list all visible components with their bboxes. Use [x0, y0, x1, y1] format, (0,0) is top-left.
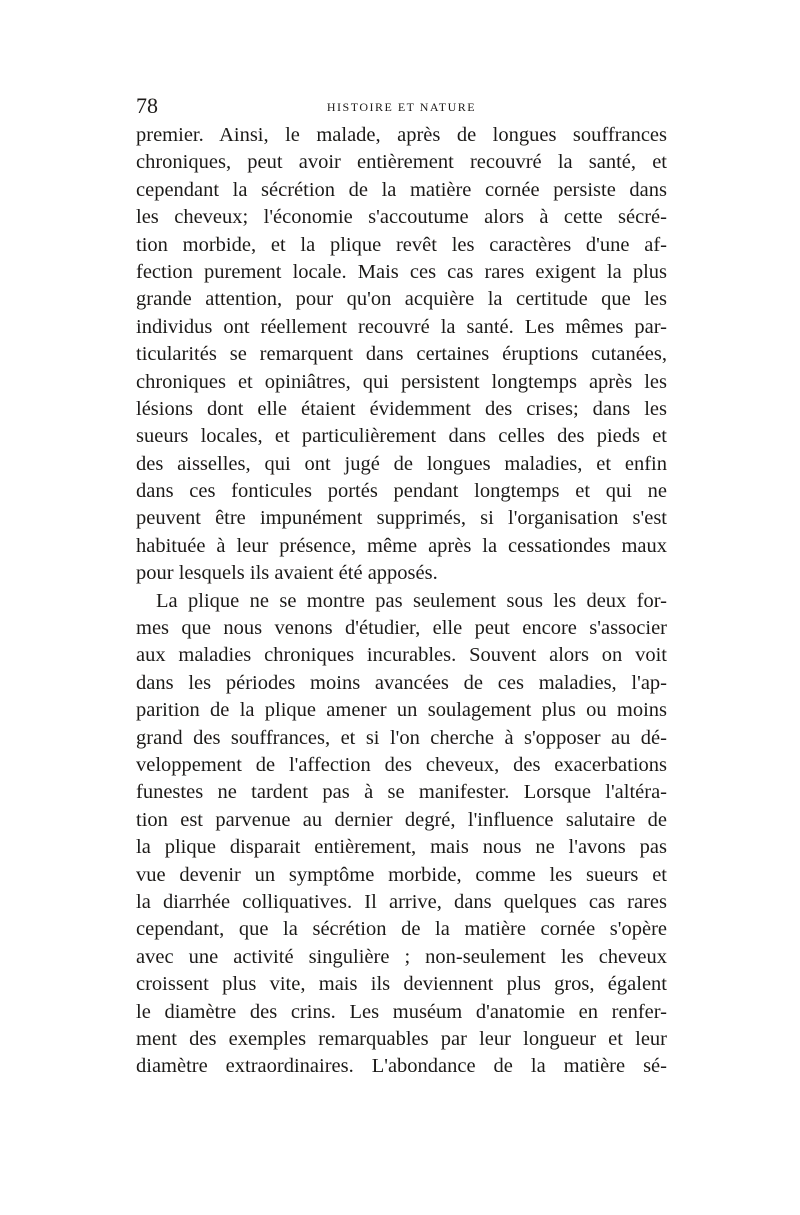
text-line: ticularités se remarquent dans certaines éruptions cutanées, — [136, 343, 667, 366]
text-line: la diarrhée colliquatives. Il arrive, dans quelques cas rares — [136, 890, 667, 913]
text-line: dans ces fonticules portés pendant longtemps et qui ne — [136, 480, 667, 503]
text-line: veloppement de l'affection des cheveux, des exacerbations — [136, 753, 667, 776]
text-line: habituée à leur présence, même après la cessationdes maux — [136, 534, 667, 557]
text-line: cependant, que la sécrétion de la matière cornée s'opère — [136, 918, 667, 941]
text-line: des aisselles, qui ont jugé de longues maladies, et enfin — [136, 452, 667, 475]
text-line: aux maladies chroniques incurables. Souvent alors on voit — [136, 644, 667, 667]
text-line-paragraph-start: La plique ne se montre pas seulement sous les deux for- — [156, 589, 667, 612]
text-line: lésions dont elle étaient évidemment des crises; dans les — [136, 397, 667, 420]
text-line: funestes ne tardent pas à se manifester. Lorsque l'altéra- — [136, 781, 667, 804]
text-line: chroniques et opiniâtres, qui persistent longtemps après les — [136, 370, 667, 393]
text-line: peuvent être impunément supprimés, si l'organisation s'est — [136, 507, 667, 530]
page-number: 78 — [136, 93, 158, 118]
text-line: vue devenir un symptôme morbide, comme les sueurs et — [136, 863, 667, 886]
text-line: diamètre extraordinaires. L'abondance de la matière sé- — [136, 1055, 667, 1078]
text-line: tion morbide, et la plique revêt les caractères d'une af- — [136, 233, 667, 256]
text-line: grande attention, pour qu'on acquière la certitude que les — [136, 288, 667, 311]
text-line: parition de la plique amener un soulagement plus ou moins — [136, 699, 667, 722]
text-line: chroniques, peut avoir entièrement recouvré la santé, et — [136, 151, 667, 174]
text-line: premier. Ainsi, le malade, après de longues souffrances — [136, 124, 667, 146]
text-line: la plique disparait entièrement, mais nous ne l'avons pas — [136, 836, 667, 859]
text-line: avec une activité singulière ; non-seulement les cheveux — [136, 945, 667, 968]
text-line: dans les périodes moins avancées de ces maladies, l'ap- — [136, 671, 667, 694]
running-title: HISTOIRE ET NATURE — [326, 100, 477, 114]
text-line: le diamètre des crins. Les muséum d'anatomie en renfer- — [136, 1000, 667, 1023]
text-line: sueurs locales, et particulièrement dans celles des pieds et — [136, 425, 667, 448]
text-line: cependant la sécrétion de la matière cornée persiste dans — [136, 178, 667, 201]
text-line: individus ont réellement recouvré la santé. Les mêmes par- — [136, 315, 667, 338]
text-line: grand des souffrances, et si l'on cherche à s'opposer au dé- — [136, 726, 667, 749]
text-line-paragraph-end: pour lesquels ils avaient été apposés. — [136, 562, 438, 585]
body-text — [136, 122, 667, 1081]
page-header — [136, 94, 667, 122]
text-line: croissent plus vite, mais ils deviennent plus gros, égalent — [136, 973, 667, 996]
text-line: les cheveux; l'économie s'accoutume alors à cette sécré- — [136, 206, 667, 229]
text-line: tion est parvenue au dernier degré, l'influence salutaire de — [136, 808, 667, 831]
text-line: fection purement locale. Mais ces cas rares exigent la plus — [136, 260, 667, 283]
text-line: ment des exemples remarquables par leur longueur et leur — [136, 1027, 667, 1050]
text-line: mes que nous venons d'étudier, elle peut encore s'associer — [136, 617, 667, 640]
